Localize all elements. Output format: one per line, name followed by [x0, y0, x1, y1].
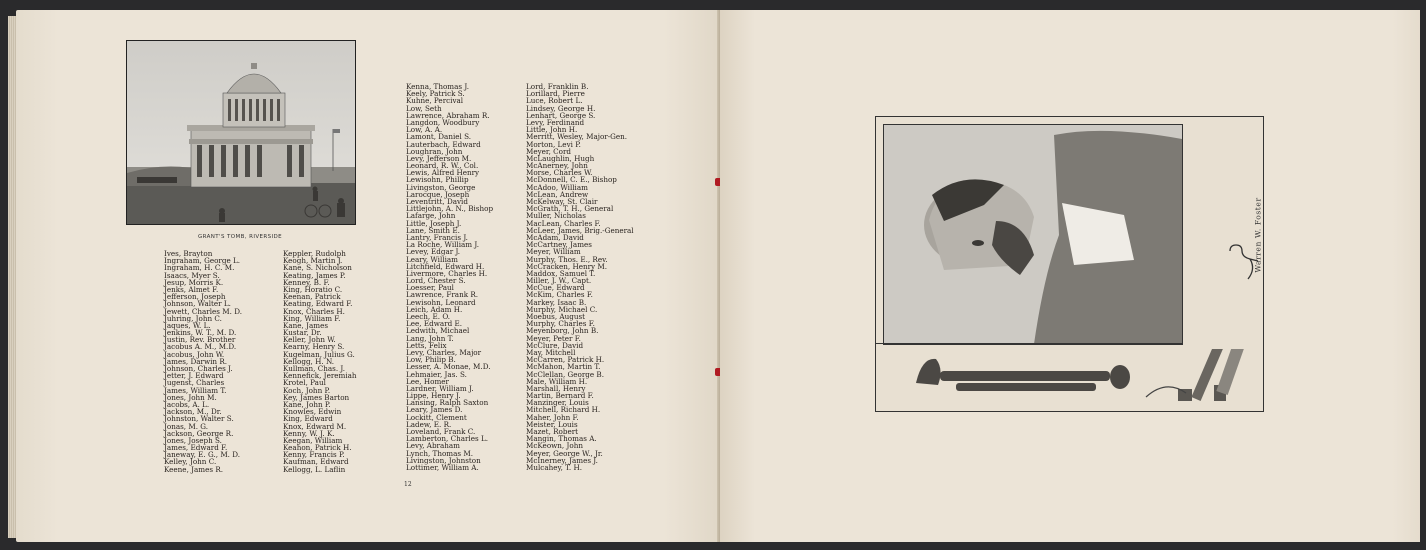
directory-entry: Kane, James [283, 320, 329, 330]
directory-entry: Littlejohn, A. N., Bishop [406, 204, 494, 214]
directory-entry: Letts, Felix [406, 340, 447, 350]
directory-entry: Keogh, Martin J. [283, 256, 343, 266]
directory-entry: Ives, Brayton [164, 249, 213, 258]
directory-entry: Keller, John W. [283, 335, 336, 345]
directory-entry: Keenan, Patrick [283, 292, 341, 302]
directory-entry: McCarren, Patrick H. [526, 355, 605, 365]
directory-entry: Loveland, Frank C. [406, 427, 476, 436]
directory-entry: Male, William H. [526, 376, 588, 386]
directory-entry: Meyer, Cord [526, 146, 572, 156]
directory-entry: Lord, Chester S. [406, 276, 466, 286]
directory-entry: Levy, Abraham [406, 441, 461, 451]
directory-entry: Kennefick, Jeremiah [283, 371, 357, 381]
directory-entry: Markey, Isaac B. [526, 297, 587, 307]
directory-entry: Lewisohn, Leonard [406, 297, 476, 307]
directory-entry: Moebus, August [526, 312, 586, 321]
directory-entry: Kearny, Henry S. [283, 342, 345, 352]
directory-entry: Mitchell, Richard H. [526, 405, 601, 415]
directory-entry: Murphy, Michael C. [526, 304, 598, 314]
directory-entry: Livingston, Johnston [406, 455, 481, 465]
directory-entry: Keene, James R. [164, 464, 224, 474]
directory-entry: Jacobus A. M., M.D. [164, 342, 237, 352]
directory-entry: Lottimer, William A. [406, 462, 479, 472]
directory-entry: McAnerney, John [526, 161, 588, 171]
directory-entry: Leich, Adam H. [406, 304, 463, 314]
directory-entry: Kenny, W. J. K. [283, 428, 335, 438]
directory-entry: McAdam, David [526, 232, 584, 242]
directory-entry: Loesser, Paul [406, 283, 454, 293]
frame-divider [876, 343, 1182, 344]
directory-entry: Morton, Levi P. [526, 139, 581, 149]
directory-entry: Kellogg, L. Laflin [283, 464, 346, 474]
directory-entry: Jackson, M., Dr. [164, 407, 222, 417]
photo-caption: GRANT'S TOMB, RIVERSIDE [197, 234, 283, 240]
directory-entry: Low, Philip B. [406, 355, 456, 365]
directory-entry: Jugenst, Charles [164, 378, 225, 388]
directory-entry: Miller, J. W., Capt. [526, 276, 592, 286]
directory-entry: Kugelman, Julius G. [283, 349, 355, 359]
directory-entry: Luce, Robert L. [526, 96, 583, 106]
portrait-photo [883, 124, 1183, 345]
directory-entry: McKeown, John [526, 441, 583, 451]
directory-entry: Larocque, Joseph [406, 189, 470, 199]
directory-entry: Levy, Charles, Major [406, 347, 482, 357]
directory-entry: McInerney, James J. [526, 455, 598, 465]
directory-entry: McMahon, Martin T. [526, 362, 601, 372]
directory-entry: Jewett, Charles M. D. [164, 306, 242, 316]
name-column-4 [526, 83, 634, 471]
right-page [720, 10, 1420, 542]
directory-entry: James, Edward F. [164, 443, 228, 453]
portrait-frame [875, 116, 1264, 412]
directory-entry: Johnson, Charles J. [164, 364, 233, 373]
directory-entry: Murphy, Thos. E., Rev. [526, 254, 608, 264]
directory-entry: McGrath, T. H., General [526, 204, 614, 214]
directory-entry: Lane, Smith E. [406, 225, 460, 235]
directory-entry: Keating, James P. [283, 270, 346, 280]
directory-entry: King, William F. [283, 313, 341, 323]
directory-entry: Merritt, Wesley, Major-Gen. [526, 132, 628, 142]
directory-entry: Lafarge, John [406, 211, 456, 221]
directory-entry: Meyer, George W., Jr. [526, 448, 603, 458]
directory-entry: Kenny, Francis P. [283, 450, 345, 460]
directory-entry: Ingraham, George L. [164, 256, 241, 266]
directory-entry: May, Mitchell [526, 347, 576, 357]
directory-entry: Murphy, Charles F. [526, 319, 595, 329]
directory-entry: McKelway, St. Clair [526, 197, 598, 206]
directory-entry: Levy, Ferdinand [526, 117, 585, 127]
directory-entry: Jesup, Morris K. [164, 277, 224, 287]
directory-entry: Lardner, William J. [406, 383, 474, 393]
directory-entry: Maddox, Samuel T. [526, 268, 596, 278]
directory-entry: Low, Seth [406, 103, 442, 113]
directory-entry: Livermore, Charles H. [406, 268, 488, 278]
directory-entry: Kenna, Thomas J. [406, 82, 469, 91]
directory-entry: James, Darwin R. [164, 356, 228, 366]
directory-entry: Jones, Joseph S. [164, 435, 222, 445]
directory-entry: Keely, Patrick S. [406, 89, 465, 99]
directory-entry: Marshall, Henry [526, 383, 586, 393]
directory-entry: Leventritt, David [406, 197, 468, 206]
directory-entry: La Roche, William J. [406, 240, 480, 250]
directory-entry: Meister, Louis [526, 419, 578, 429]
directory-entry: Lantry, Francis J. [406, 232, 468, 242]
directory-entry: Jacobus, John W. [164, 349, 225, 359]
directory-entry: King, Horatio C. [283, 284, 343, 294]
directory-entry: Kullman, Chas. J. [283, 364, 346, 373]
directory-entry: Little, John H. [526, 125, 578, 135]
directory-entry: Martin, Bernard F. [526, 391, 594, 401]
directory-entry: Leary, James D. [406, 405, 463, 415]
directory-entry: Lawrence, Frank R. [406, 290, 479, 300]
directory-entry: Koch, John P. [283, 385, 331, 395]
directory-entry: Jetter, J. Edward [164, 371, 224, 381]
directory-entry: Johnson, Walter L. [164, 299, 231, 309]
directory-entry: King, Edward [283, 414, 333, 424]
directory-entry: Langdon, Woodbury [406, 117, 480, 127]
directory-entry: Leonard, R. W., Col. [406, 161, 479, 171]
directory-entry: Juhring, John C. [164, 313, 222, 323]
directory-entry: Lindsey, George H. [526, 103, 596, 113]
directory-entry: Litchfield, Edward H. [406, 261, 485, 271]
directory-entry: Mangin, Thomas A. [526, 434, 597, 444]
directory-entry: Keating, Edward F. [283, 299, 353, 309]
directory-entry: Morse, Charles W. [526, 168, 593, 178]
portrait-caption [1251, 190, 1265, 280]
page-number: 12 [404, 481, 412, 488]
directory-entry: Lewisohn, Phillip [406, 175, 469, 185]
directory-entry: Kane, S. Nicholson [283, 263, 352, 273]
directory-entry: Meyer, Peter F. [526, 333, 581, 343]
directory-entry: Jaques, W. L. [164, 320, 211, 330]
directory-entry: Lehmaier, Jas. S. [406, 369, 467, 379]
directory-entry: Lippe, Henry J. [406, 391, 461, 401]
directory-entry: Meyer, William [526, 247, 581, 257]
directory-entry: Keegan, William [283, 435, 343, 445]
directory-entry: Leary, William [406, 254, 458, 264]
directory-entry: Leech, E. O. [406, 312, 451, 321]
directory-entry: McKim, Charles F. [526, 290, 593, 300]
directory-entry: Meyenborg, John B. [526, 326, 599, 336]
directory-entry: McClellan, George B. [526, 369, 604, 379]
directory-entry: Jacobs, A. L. [164, 399, 210, 409]
directory-entry: Keppler, Rudolph [283, 249, 346, 258]
directory-entry: Lansing, Ralph Saxton [406, 398, 489, 408]
directory-entry: Jonas, M. G. [164, 421, 209, 431]
directory-entry: McLaughlin, Hugh [526, 153, 595, 163]
directory-entry: Johnston, Walter S. [164, 414, 234, 424]
directory-entry: Jackson, George R. [164, 428, 234, 438]
directory-entry: Lenhart, George S. [526, 110, 596, 120]
directory-entry: Kustar, Dr. [283, 328, 322, 338]
directory-entry: Lang, John T. [406, 333, 454, 343]
directory-entry: Lamont, Daniel S. [406, 132, 472, 142]
directory-entry: McClure, David [526, 340, 584, 350]
directory-entry: McCracken, Henry M. [526, 261, 608, 271]
name-column-1 [164, 250, 242, 473]
directory-entry: McLeer, James, Brig.-General [526, 225, 634, 235]
directory-entry: Jefferson, Joseph [164, 292, 226, 302]
grants-tomb-photo [126, 40, 356, 225]
name-column-3 [406, 83, 493, 471]
directory-entry: Ladew, E. R. [406, 419, 452, 429]
directory-entry: Key, James Barton [283, 392, 350, 402]
directory-entry: Kelley, John C. [164, 457, 217, 467]
directory-entry: Knox, Charles H. [283, 306, 345, 316]
directory-entry: Ingraham, H. C. M. [164, 263, 235, 273]
directory-entry: MacLean, Charles F. [526, 218, 601, 228]
directory-entry: Livingston, George [406, 182, 476, 192]
directory-entry: Knowles, Edwin [283, 407, 342, 417]
directory-entry: Lawrence, Abraham R. [406, 110, 490, 120]
directory-entry: McDonnell, C. E., Bishop [526, 175, 617, 185]
directory-entry: Lesser, A. Monae, M.D. [406, 362, 491, 372]
directory-entry: Jenkins, W. T., M. D. [164, 328, 237, 338]
directory-entry: Lord, Franklin B. [526, 82, 589, 91]
name-column-2 [283, 250, 357, 473]
directory-entry: Jones, John M. [164, 392, 217, 402]
directory-entry: Low, A. A. [406, 125, 443, 135]
directory-entry: Lynch, Thomas M. [406, 448, 474, 458]
ornament-illustration [896, 349, 1256, 405]
directory-entry: Kane, John P. [283, 399, 331, 409]
directory-entry: McCartney, James [526, 240, 592, 250]
directory-entry: Little, Joseph J. [406, 218, 462, 228]
directory-entry: Manzinger, Louis [526, 398, 589, 408]
directory-entry: Lee, Edward E. [406, 319, 462, 329]
directory-entry: Lee, Homer [406, 376, 449, 386]
left-page [16, 10, 720, 542]
directory-entry: Kaufman, Edward [283, 457, 349, 467]
directory-entry: Lockitt, Clement [406, 412, 467, 422]
directory-entry: Levey, Edgar J. [406, 247, 461, 257]
directory-entry: Jenks, Almet F. [164, 284, 219, 294]
directory-entry: Lauterbach, Edward [406, 139, 481, 149]
directory-entry: Lewis, Alfred Henry [406, 168, 480, 178]
directory-entry: Mazet, Robert [526, 427, 579, 436]
directory-entry: Lamberton, Charles L. [406, 434, 489, 444]
directory-entry: Isaacs, Myer S. [164, 270, 220, 280]
directory-entry: McCue, Edward [526, 283, 585, 293]
directory-entry: Janeway, E. G., M. D. [164, 450, 241, 460]
directory-entry: Knox, Edward M. [283, 421, 347, 431]
directory-entry: James, William T. [164, 385, 227, 395]
directory-entry: Krotel, Paul [283, 378, 326, 388]
directory-entry: Kellogg, H. N. [283, 356, 335, 366]
directory-entry: Justin, Rev. Brother [164, 335, 236, 345]
directory-entry: Ledwith, Michael [406, 326, 470, 336]
directory-entry: Maher, John F. [526, 412, 579, 422]
directory-entry: Keahon, Patrick H. [283, 443, 352, 453]
directory-entry: Mulcahey, T. H. [526, 462, 583, 472]
directory-entry: McLean, Andrew [526, 189, 589, 199]
directory-entry: Levy, Jefferson M. [406, 153, 472, 163]
directory-entry: Loughran, John [406, 146, 463, 156]
directory-entry: McAdoo, William [526, 182, 588, 192]
directory-entry: Kenney, B. F. [283, 277, 330, 287]
book-spread [8, 10, 1422, 544]
directory-entry: Lorillard, Pierre [526, 89, 585, 99]
directory-entry: Kuhne, Percival [406, 96, 464, 106]
portrait-caption-text: Warren W. Foster [1253, 197, 1263, 273]
directory-entry: Muller, Nicholas [526, 211, 586, 221]
